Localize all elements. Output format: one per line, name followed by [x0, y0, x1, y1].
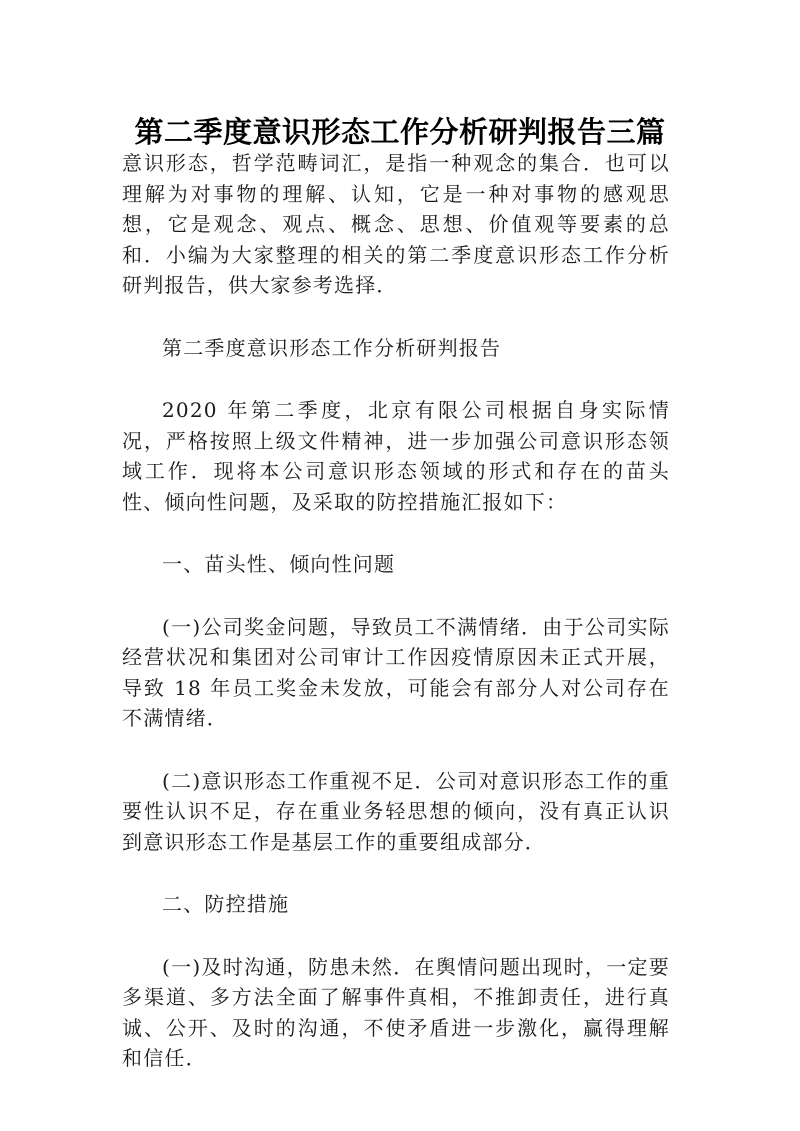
section-heading: 一、苗头性、倾向性问题	[162, 552, 396, 576]
paragraph-spacer	[122, 517, 670, 549]
intro-paragraph: 意识形态，哲学范畴词汇，是指一种观念的集合．也可以理解为对事物的理解、认知，它是一种对事物的感观思想，它是观念、观点、概念、思想、价值观等要素的总和．小编为大家整理的相关的第二季度意识形态工作分析研判报告，供大家参考选择．	[122, 151, 670, 297]
section-heading: 二、防控措施	[162, 892, 290, 916]
body-paragraph: (一)公司奖金问题，导致员工不满情绪．由于公司实际经营状况和集团对公司审计工作因疫情原因未正式开展，导致 18 年员工奖金未发放，可能会有部分人对公司存在不满情绪．	[122, 614, 670, 730]
body-paragraph: (一)及时沟通，防患未然．在舆情问题出现时，一定要多渠道、多方法全面了解事件真相，不推卸责任，进行真诚、公开、及时的沟通，不使矛盾进一步激化，赢得理解和信任．	[122, 954, 670, 1070]
paragraph-spacer	[122, 734, 670, 766]
paragraph-spacer	[122, 857, 670, 889]
document-body	[122, 148, 670, 1074]
paragraph-spacer	[122, 363, 670, 395]
paragraph-spacer	[122, 580, 670, 612]
body-paragraph: (二)意识形态工作重视不足．公司对意识形态工作的重要性认识不足，存在重业务轻思想的倾向，没有真正认识到意识形态工作是基层工作的重要组成部分．	[122, 768, 670, 854]
body-paragraph: 2020 年第二季度，北京有限公司根据自身实际情况，严格按照上级文件精神，进一步加强公司意识形态领域工作．现将本公司意识形态领域的形式和存在的苗头性、倾向性问题，及采取的防控措施汇报如下：	[122, 398, 670, 514]
paragraph-spacer	[122, 920, 670, 952]
paragraph-spacer	[122, 301, 670, 333]
document-title: 第二季度意识形态工作分析研判报告三篇	[134, 115, 666, 149]
section-heading: 第二季度意识形态工作分析研判报告	[162, 335, 502, 360]
